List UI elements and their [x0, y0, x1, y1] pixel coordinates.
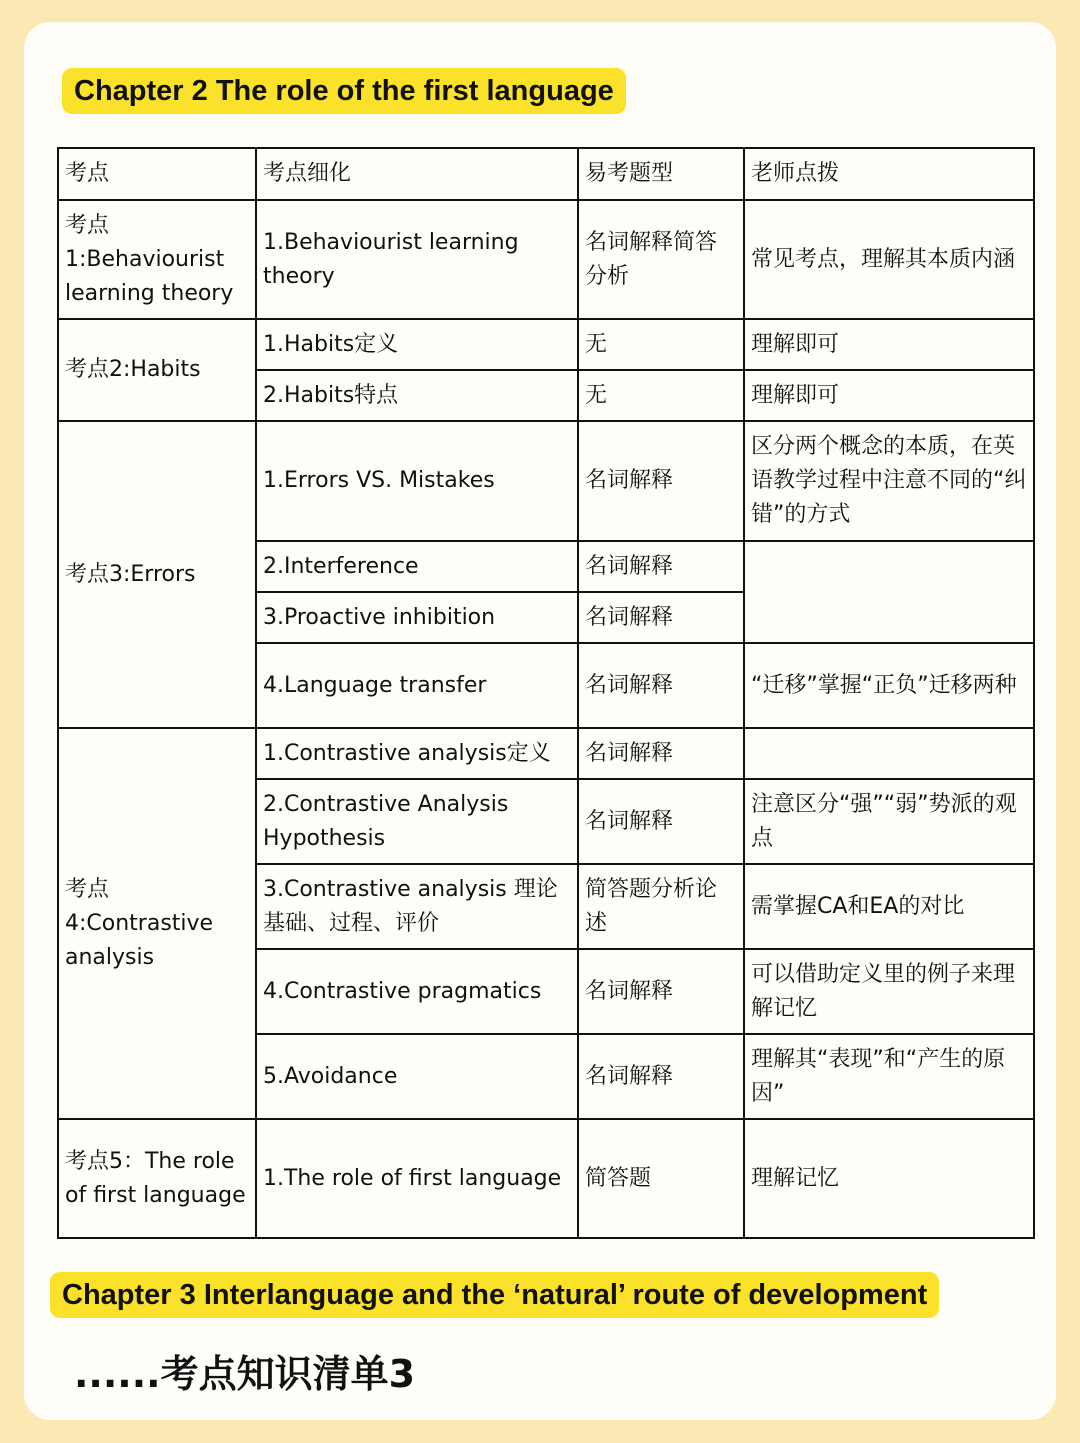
detail-cell: 1.Contrastive analysis定义 — [256, 728, 578, 779]
topic-cell: 考点4:Contrastive analysis — [58, 728, 256, 1119]
type-cell: 名词解释 — [578, 779, 744, 864]
detail-cell: 1.Behaviourist learning theory — [256, 200, 578, 319]
type-cell: 名词解释 — [578, 1034, 744, 1119]
detail-cell: 3.Contrastive analysis 理论基础、过程、评价 — [256, 864, 578, 949]
detail-cell: 1.Errors VS. Mistakes — [256, 421, 578, 541]
tip-cell: 常见考点，理解其本质内涵 — [744, 200, 1034, 319]
tip-cell: “迁移”掌握“正负”迁移两种 — [744, 643, 1034, 728]
detail-cell: 4.Language transfer — [256, 643, 578, 728]
type-cell: 无 — [578, 370, 744, 421]
tip-cell: 需掌握CA和EA的对比 — [744, 864, 1034, 949]
topic-cell: 考点3:Errors — [58, 421, 256, 728]
detail-cell: 1.Habits定义 — [256, 319, 578, 370]
table-row — [58, 200, 1034, 319]
type-cell: 名词解释 — [578, 949, 744, 1034]
detail-cell: 1.The role of first language — [256, 1119, 578, 1238]
chapter-3-title: Chapter 3 Interlanguage and the ‘natural’ route of development — [50, 1272, 939, 1318]
detail-cell: 2.Interference — [256, 541, 578, 592]
topic-cell: 考点5：The role of first language — [58, 1119, 256, 1238]
type-cell: 简答题 — [578, 1119, 744, 1238]
detail-cell: 2.Contrastive Analysis Hypothesis — [256, 779, 578, 864]
table-header-row — [58, 148, 1034, 200]
table-row — [58, 421, 1034, 541]
type-cell: 简答题分析论述 — [578, 864, 744, 949]
topic-cell: 考点1:Behaviourist learning theory — [58, 200, 256, 319]
header-cell: 老师点拨 — [744, 148, 1034, 200]
tip-cell: 理解即可 — [744, 319, 1034, 370]
type-cell: 名词解释 — [578, 421, 744, 541]
tip-cell — [744, 728, 1034, 779]
type-cell: 名词解释 — [578, 592, 744, 643]
tip-cell — [744, 541, 1034, 643]
type-cell: 名词解释 — [578, 728, 744, 779]
detail-cell: 5.Avoidance — [256, 1034, 578, 1119]
table-row — [58, 1119, 1034, 1238]
closing-caption: ......考点知识清单3 — [74, 1352, 416, 1396]
type-cell: 无 — [578, 319, 744, 370]
tip-cell: 理解其“表现”和“产生的原因” — [744, 1034, 1034, 1119]
header-cell: 考点 — [58, 148, 256, 200]
detail-cell: 2.Habits特点 — [256, 370, 578, 421]
table-row — [58, 319, 1034, 370]
type-cell: 名词解释 — [578, 643, 744, 728]
topic-cell: 考点2:Habits — [58, 319, 256, 421]
detail-cell: 4.Contrastive pragmatics — [256, 949, 578, 1034]
tip-cell: 注意区分“强”“弱”势派的观点 — [744, 779, 1034, 864]
header-cell: 易考题型 — [578, 148, 744, 200]
syllabus-table — [57, 147, 1035, 1239]
tip-cell: 可以借助定义里的例子来理解记忆 — [744, 949, 1034, 1034]
type-cell: 名词解释 — [578, 541, 744, 592]
tip-cell: 理解记忆 — [744, 1119, 1034, 1238]
chapter-2-title: Chapter 2 The role of the first language — [62, 68, 626, 114]
table-row — [58, 728, 1034, 779]
type-cell: 名词解释简答分析 — [578, 200, 744, 319]
header-cell: 考点细化 — [256, 148, 578, 200]
detail-cell: 3.Proactive inhibition — [256, 592, 578, 643]
tip-cell: 理解即可 — [744, 370, 1034, 421]
tip-cell: 区分两个概念的本质，在英语教学过程中注意不同的“纠错”的方式 — [744, 421, 1034, 541]
